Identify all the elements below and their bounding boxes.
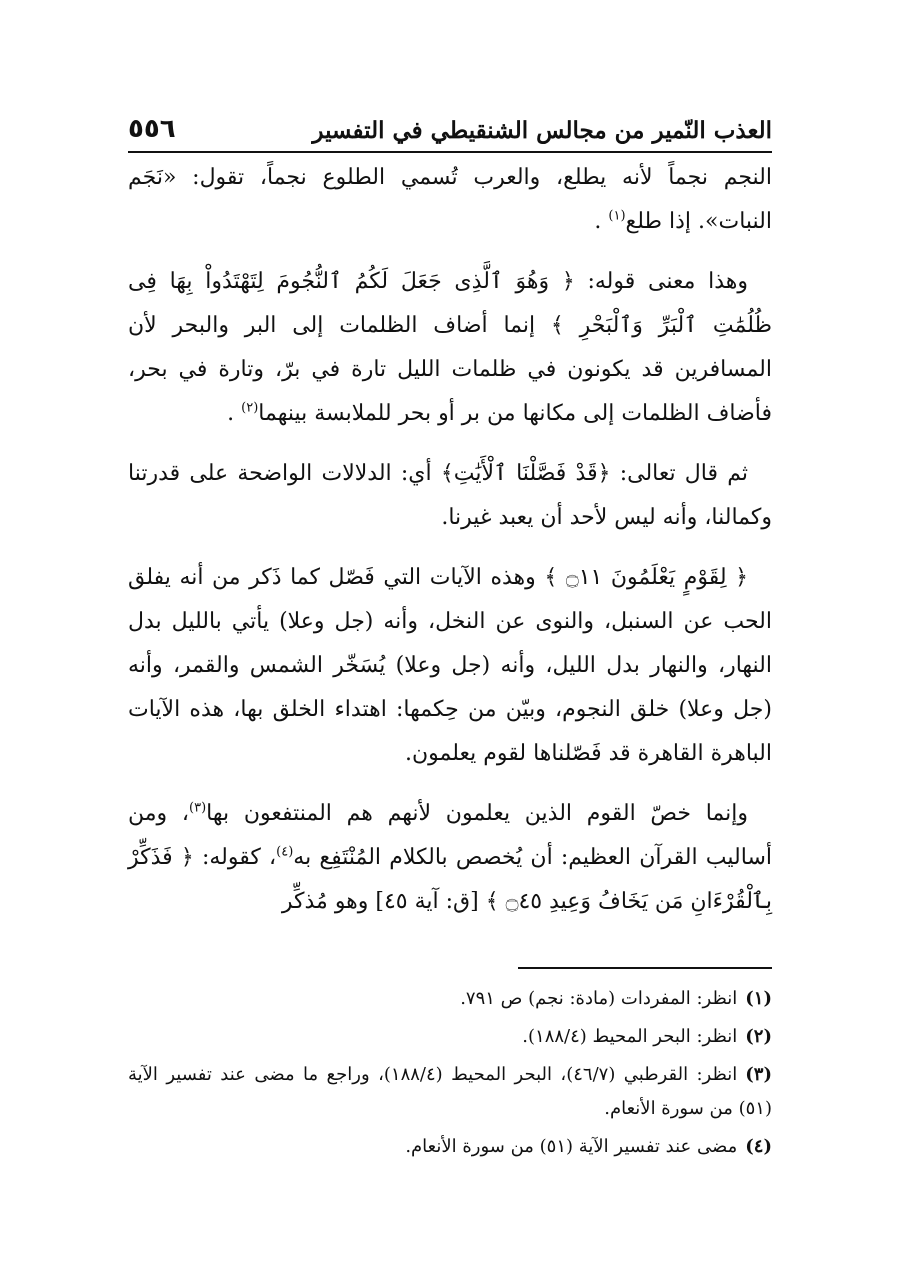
footnotes <box>128 982 772 1168</box>
footnote-3-number: (٣) <box>745 1064 772 1085</box>
footnote-rule <box>518 967 772 969</box>
footnote-3-text: انظر: القرطبي (٤٦/٧)، البحر المحيط (١٨٨/٤)، وراجع ما مضى عند تفسير الآية (٥١) من سورة الأنعام. <box>128 1064 772 1119</box>
footnote-2-text: انظر: البحر المحيط (١٨٨/٤). <box>522 1026 738 1047</box>
header-rule <box>128 151 772 153</box>
footnote-marker-1: (١) <box>608 208 626 224</box>
paragraph-1-text: النجم نجماً لأنه يطلع، والعرب تُسمي الطلوع نجماً، تقول: «نَجَم النبات». إذا طلع <box>128 165 772 234</box>
footnote-1-text: انظر: المفردات (مادة: نجم) ص ٧٩١. <box>460 988 738 1009</box>
paragraph-5-text-c: ، كقوله: ﴿ فَذَكِّرْ بِٱلْقُرْءَانِ مَن يَخَافُ وَعِيدِ ۝٤٥ ﴾ [ق: آية ٤٥] وهو مُذكِّر <box>128 845 772 914</box>
footnote-1-number: (١) <box>745 988 772 1009</box>
paragraph-1 <box>128 156 772 244</box>
footnote-marker-4: (٤) <box>276 844 294 860</box>
paragraph-5-text-a: وإنما خصّ القوم الذين يعلمون لأنهم هم المنتفعون بها <box>206 801 748 826</box>
paragraph-3: ثم قال تعالى: ﴿قَدْ فَصَّلْنَا ٱلْأَيَٰتِ﴾ أي: الدلالات الواضحة على قدرتنا وكمالنا، وأنه ليس لأحد أن يعبد غيرنا. <box>128 461 772 530</box>
page-number: ٥٥٦ <box>128 114 176 144</box>
paragraph-1-end: . <box>594 209 602 234</box>
footnote-3 <box>128 1058 772 1126</box>
paragraph-5-text-b: ، ومن أساليب القرآن العظيم: أن يُخصص بالكلام المُنْتَفِع به <box>128 801 772 870</box>
main-text <box>128 156 772 940</box>
paragraph-4: ﴿ لِقَوْمٍ يَعْلَمُونَ ۝١١ ﴾ وهذه الآيات التي فَصّل كما ذَكر من أنه يفلق الحب عن السنبل، والنوى عن النخل، وأنه (جل وعلا) يأتي بالليل بدل النهار، والنهار بدل الليل، وأنه (جل وعلا) يُسَخّر الشمس والقمر، وأنه (جل وعلا) خلق النجوم، وبيّن من حِكمها: اهتداء الخلق بها، هذه الآيات الباهرة القاهرة قد فَصّلناها لقوم يعلمون. <box>128 565 772 766</box>
footnote-marker-3: (٣) <box>189 800 207 816</box>
footnote-4 <box>128 1130 772 1164</box>
footnote-marker-2: (٢) <box>241 400 259 416</box>
paragraph-5 <box>128 792 772 924</box>
paragraph-2-end: . <box>227 401 235 426</box>
running-header <box>128 96 772 144</box>
footnote-4-number: (٤) <box>745 1136 772 1157</box>
footnote-2-number: (٢) <box>745 1026 772 1047</box>
paragraph-2-text: وهذا معنى قوله: ﴿ وَهُوَ ٱلَّذِى جَعَلَ لَكُمُ ٱلنُّجُومَ لِتَهْتَدُواْ بِهَا فِى ظُلُمَٰتِ ٱلْبَرِّ وَٱلْبَحْرِ ﴾ إنما أضاف الظلمات إلى البر والبحر لأن المسافرين قد يكونون في ظلمات الليل تارة في برّ، وتارة في بحر، فأضاف الظلمات إلى مكانها من بر أو بحر للملابسة بينهما <box>128 269 772 426</box>
footnote-1 <box>128 982 772 1016</box>
footnote-4-text: مضى عند تفسير الآية (٥١) من سورة الأنعام. <box>405 1136 738 1157</box>
paragraph-2 <box>128 260 772 436</box>
running-title: العذب النّمير من مجالس الشنقيطي في التفسير <box>312 117 772 144</box>
footnote-2 <box>128 1020 772 1054</box>
